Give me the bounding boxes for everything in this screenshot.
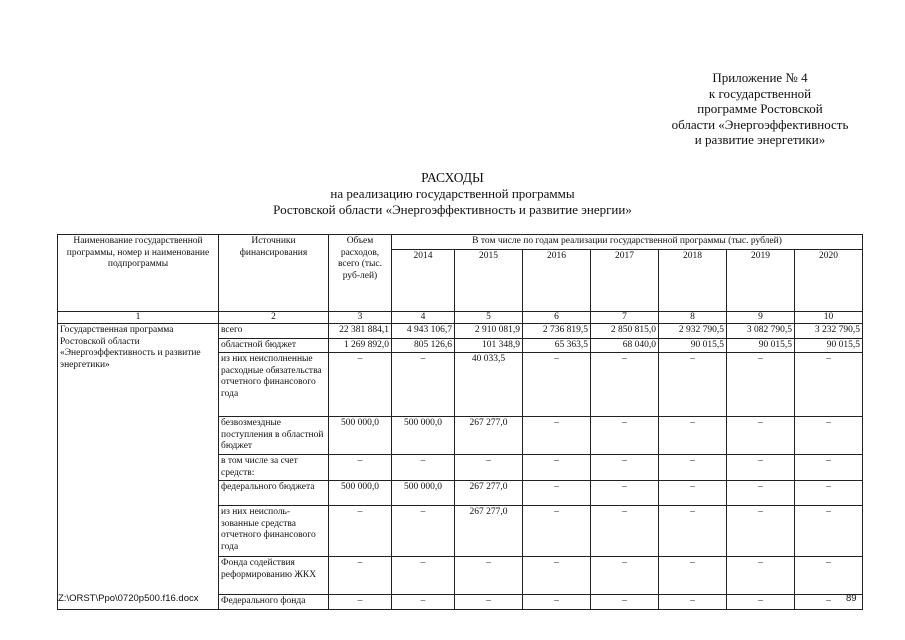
value-cell: 40 033,5 [455,353,523,417]
value-cell: – [659,481,727,506]
header-year: 2017 [591,249,659,311]
column-index: 1 [58,311,219,324]
header-year: 2016 [523,249,591,311]
funding-source-cell: в том числе за счет средств: [219,455,329,481]
value-cell: – [659,557,727,595]
appendix-line: Приложение № 4 [712,70,808,85]
value-cell: 267 277,0 [455,481,523,506]
value-cell: 4 943 106,7 [392,324,455,339]
value-cell: – [523,417,591,455]
value-cell: – [727,506,795,557]
value-cell: – [455,455,523,481]
value-cell: – [727,481,795,506]
value-cell: – [392,506,455,557]
funding-source-cell: из них неисполь-зованные средства отчетного финансового года [219,506,329,557]
value-cell: – [591,353,659,417]
value-cell: 1 269 892,0 [329,338,392,353]
value-cell: 267 277,0 [455,417,523,455]
value-cell: – [523,557,591,595]
header-years-group: В том числе по годам реализации государственной программы (тыс. рублей) [392,235,863,250]
title-line: РАСХОДЫ [421,170,484,185]
title-line: на реализацию государственной программы [330,186,575,201]
value-cell: – [795,557,863,595]
value-cell: – [591,557,659,595]
value-cell: 68 040,0 [591,338,659,353]
value-cell: – [727,595,795,610]
footer-page-number: 89 [846,593,857,604]
funding-source-cell: безвозмездные поступления в областной бюджет [219,417,329,455]
value-cell: – [455,595,523,610]
value-cell: – [795,595,863,610]
value-cell: 65 363,5 [523,338,591,353]
header-name: Наименование государственной программы, номер и наименование подпрограммы [58,235,219,312]
value-cell: – [795,455,863,481]
appendix-line: и развитие энергетики» [694,132,826,147]
value-cell: – [329,455,392,481]
appendix-note [620,70,900,148]
header-year: 2018 [659,249,727,311]
funding-source-cell: федерального бюджета [219,481,329,506]
funding-source-cell: из них неисполненные расходные обязательства отчетного финансового года [219,353,329,417]
header-year: 2020 [795,249,863,311]
header-year: 2014 [392,249,455,311]
column-index: 5 [455,311,523,324]
appendix-line: к государственной [708,85,812,101]
value-cell: 101 348,9 [455,338,523,353]
column-index: 3 [329,311,392,324]
value-cell: – [523,481,591,506]
column-index: 9 [727,311,795,324]
document-title [0,170,905,218]
value-cell: – [659,506,727,557]
header-volume: Объем расходов, всего (тыс. руб-лей) [329,235,392,312]
value-cell: – [659,417,727,455]
appendix-line: программе Ростовской [697,101,823,116]
value-cell: – [455,557,523,595]
value-cell: – [392,353,455,417]
value-cell: 2 736 819,5 [523,324,591,339]
column-index-row [58,311,863,324]
column-index: 4 [392,311,455,324]
table-row [58,324,863,339]
value-cell: 90 015,5 [727,338,795,353]
value-cell: – [591,506,659,557]
value-cell: – [591,595,659,610]
value-cell: – [727,455,795,481]
value-cell: – [329,506,392,557]
value-cell: – [591,455,659,481]
footer-file-path: Z:\ORST\Ppo\0720p500.f16.docx [58,593,199,604]
value-cell: 805 126,6 [392,338,455,353]
value-cell: – [795,417,863,455]
value-cell: – [523,595,591,610]
header-year: 2015 [455,249,523,311]
value-cell: 22 381 884,1 [329,324,392,339]
value-cell: 267 277,0 [455,506,523,557]
value-cell: 90 015,5 [795,338,863,353]
value-cell: – [727,557,795,595]
funding-source-cell: областной бюджет [219,338,329,353]
value-cell: – [659,353,727,417]
value-cell: 500 000,0 [392,417,455,455]
value-cell: 3 082 790,5 [727,324,795,339]
value-cell: – [727,353,795,417]
header-row [58,235,863,250]
value-cell: 2 850 815,0 [591,324,659,339]
value-cell: – [392,557,455,595]
value-cell: 500 000,0 [329,481,392,506]
value-cell: 90 015,5 [659,338,727,353]
column-index: 6 [523,311,591,324]
value-cell: 3 232 790,5 [795,324,863,339]
value-cell: – [392,455,455,481]
column-index: 7 [591,311,659,324]
value-cell: – [523,353,591,417]
value-cell: – [329,557,392,595]
value-cell: 500 000,0 [392,481,455,506]
value-cell: – [523,455,591,481]
value-cell: 2 932 790,5 [659,324,727,339]
funding-source-cell: Фонда содействия реформированию ЖКХ [219,557,329,595]
expenditure-table [57,234,863,610]
value-cell: – [329,353,392,417]
funding-source-cell: всего [219,324,329,339]
value-cell: – [392,595,455,610]
value-cell: – [591,417,659,455]
program-name-cell: Государственная программа Ростовской области «Энергоэффективность и развитие энергетики» [58,324,219,610]
value-cell: – [727,417,795,455]
value-cell: – [523,506,591,557]
value-cell: 500 000,0 [329,417,392,455]
value-cell: 2 910 081,9 [455,324,523,339]
funding-source-cell: Федерального фонда [219,595,329,610]
value-cell: – [659,595,727,610]
header-year: 2019 [727,249,795,311]
value-cell: – [795,481,863,506]
column-index: 10 [795,311,863,324]
value-cell: – [659,455,727,481]
column-index: 2 [219,311,329,324]
value-cell: – [795,506,863,557]
title-line: Ростовской области «Энергоэффективность и развитие энергии» [273,202,632,217]
value-cell: – [591,481,659,506]
value-cell: – [795,353,863,417]
value-cell: – [329,595,392,610]
header-source: Источники финансирования [219,235,329,312]
appendix-line: области «Энергоэффективность [671,116,849,132]
column-index: 8 [659,311,727,324]
